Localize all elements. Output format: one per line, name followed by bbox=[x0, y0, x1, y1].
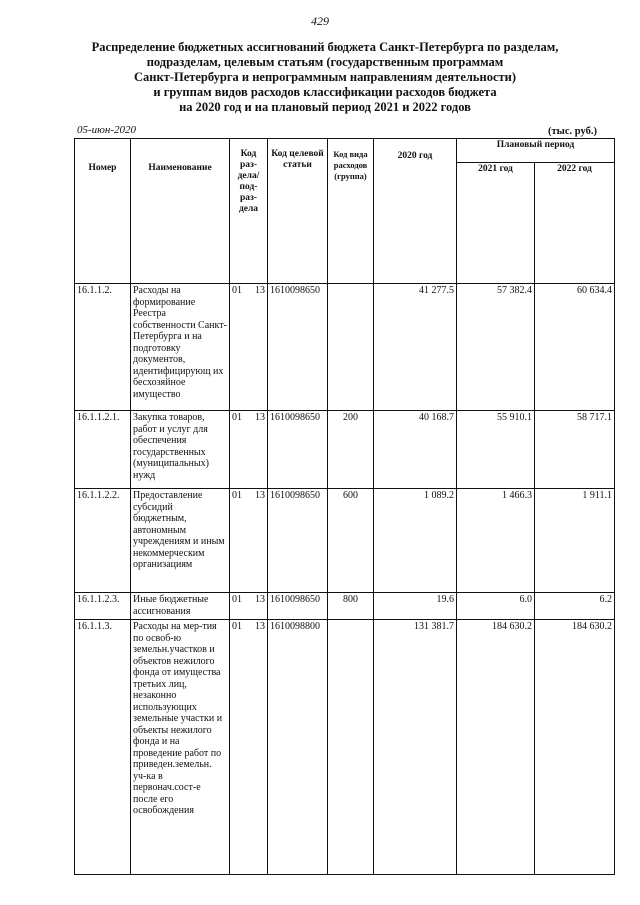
row-name: Закупка товаров, работ и услуг для обеспечения государственных (муниципальных) нужд bbox=[131, 411, 230, 489]
title-line: и группам видов расходов классификации расходов бюджета bbox=[153, 85, 497, 99]
subsection-code: 13 bbox=[255, 621, 265, 632]
row-target: 1610098800 bbox=[268, 620, 328, 875]
row-2020: 19.6 bbox=[374, 593, 457, 620]
units-label: (тыс. руб.) bbox=[548, 126, 597, 137]
row-name: Расходы на мер-тия по освоб-ю земельн.участков и объектов нежилого фонда от имущества третьих лиц, незаконно использующих земельные участки и объекты нежилого фонда и на проведение работ по приведен.земельн. уч-ка в первонач.сост-е после его освобождения bbox=[131, 620, 230, 875]
budget-table-container bbox=[74, 138, 614, 848]
row-2022: 58 717.1 bbox=[535, 411, 615, 489]
row-section bbox=[230, 284, 268, 411]
row-2021: 6.0 bbox=[457, 593, 535, 620]
row-2021: 1 466.3 bbox=[457, 489, 535, 593]
header-2022: 2022 год bbox=[535, 163, 615, 284]
row-number: 16.1.1.2.1. bbox=[75, 411, 131, 489]
row-2020: 1 089.2 bbox=[374, 489, 457, 593]
header-expense-type: Код вида расходов (группа) bbox=[328, 139, 374, 284]
row-number: 16.1.1.3. bbox=[75, 620, 131, 875]
row-expense-type: 800 bbox=[328, 593, 374, 620]
row-expense-type bbox=[328, 620, 374, 875]
row-section bbox=[230, 489, 268, 593]
row-2022: 184 630.2 bbox=[535, 620, 615, 875]
section-code: 01 bbox=[232, 412, 242, 423]
row-name: Предоставление субсидий бюджетным, автономным учреждениям и иным некоммерческим организациям bbox=[131, 489, 230, 593]
header-name: Наименование bbox=[131, 139, 230, 284]
subsection-code: 13 bbox=[255, 594, 265, 605]
row-2022: 60 634.4 bbox=[535, 284, 615, 411]
row-target: 1610098650 bbox=[268, 593, 328, 620]
table-row bbox=[75, 411, 615, 489]
section-code: 01 bbox=[232, 621, 242, 632]
row-2021: 184 630.2 bbox=[457, 620, 535, 875]
header-section: Код раз- дела/ под- раз- дела bbox=[230, 139, 268, 284]
subsection-code: 13 bbox=[255, 490, 265, 501]
row-expense-type bbox=[328, 284, 374, 411]
title-line: Санкт-Петербурга и непрограммным направлениям деятельности) bbox=[133, 70, 516, 84]
row-section bbox=[230, 593, 268, 620]
title-line: на 2020 год и на плановый период 2021 и 2022 годов bbox=[179, 100, 471, 114]
document-title bbox=[60, 40, 590, 115]
row-name: Иные бюджетные ассигнования bbox=[131, 593, 230, 620]
row-number: 16.1.1.2.3. bbox=[75, 593, 131, 620]
row-2022: 1 911.1 bbox=[535, 489, 615, 593]
section-code: 01 bbox=[232, 594, 242, 605]
row-name: Расходы на формирование Реестра собственности Санкт-Петербурга и на подготовку документов, идентифицирующ их бесхозяйное имущество bbox=[131, 284, 230, 411]
header-number: Номер bbox=[75, 139, 131, 284]
title-line: Распределение бюджетных ассигнований бюджета Санкт-Петербурга по разделам, bbox=[91, 40, 559, 54]
row-target: 1610098650 bbox=[268, 411, 328, 489]
table-row bbox=[75, 489, 615, 593]
row-2020: 131 381.7 bbox=[374, 620, 457, 875]
page-number: 429 bbox=[311, 14, 329, 28]
row-section bbox=[230, 620, 268, 875]
row-2020: 40 168.7 bbox=[374, 411, 457, 489]
section-code: 01 bbox=[232, 285, 242, 296]
section-code: 01 bbox=[232, 490, 242, 501]
subsection-code: 13 bbox=[255, 412, 265, 423]
row-expense-type: 200 bbox=[328, 411, 374, 489]
row-number: 16.1.1.2. bbox=[75, 284, 131, 411]
row-2020: 41 277.5 bbox=[374, 284, 457, 411]
row-section bbox=[230, 411, 268, 489]
header-2021: 2021 год bbox=[457, 163, 535, 284]
row-target: 1610098650 bbox=[268, 489, 328, 593]
table-row bbox=[75, 620, 615, 875]
document-date: 05-июн-2020 bbox=[77, 124, 137, 136]
subsection-code: 13 bbox=[255, 285, 265, 296]
row-2022: 6.2 bbox=[535, 593, 615, 620]
table-row bbox=[75, 284, 615, 411]
row-number: 16.1.1.2.2. bbox=[75, 489, 131, 593]
row-target: 1610098650 bbox=[268, 284, 328, 411]
row-2021: 57 382.4 bbox=[457, 284, 535, 411]
header-target: Код целевой статьи bbox=[268, 139, 328, 284]
title-line: подразделам, целевым статьям (государственным программам bbox=[146, 55, 504, 69]
header-planned-period: Плановый период bbox=[457, 139, 615, 163]
budget-table bbox=[74, 138, 615, 875]
row-expense-type: 600 bbox=[328, 489, 374, 593]
row-2021: 55 910.1 bbox=[457, 411, 535, 489]
header-2020: 2020 год bbox=[374, 139, 457, 284]
table-row bbox=[75, 593, 615, 620]
